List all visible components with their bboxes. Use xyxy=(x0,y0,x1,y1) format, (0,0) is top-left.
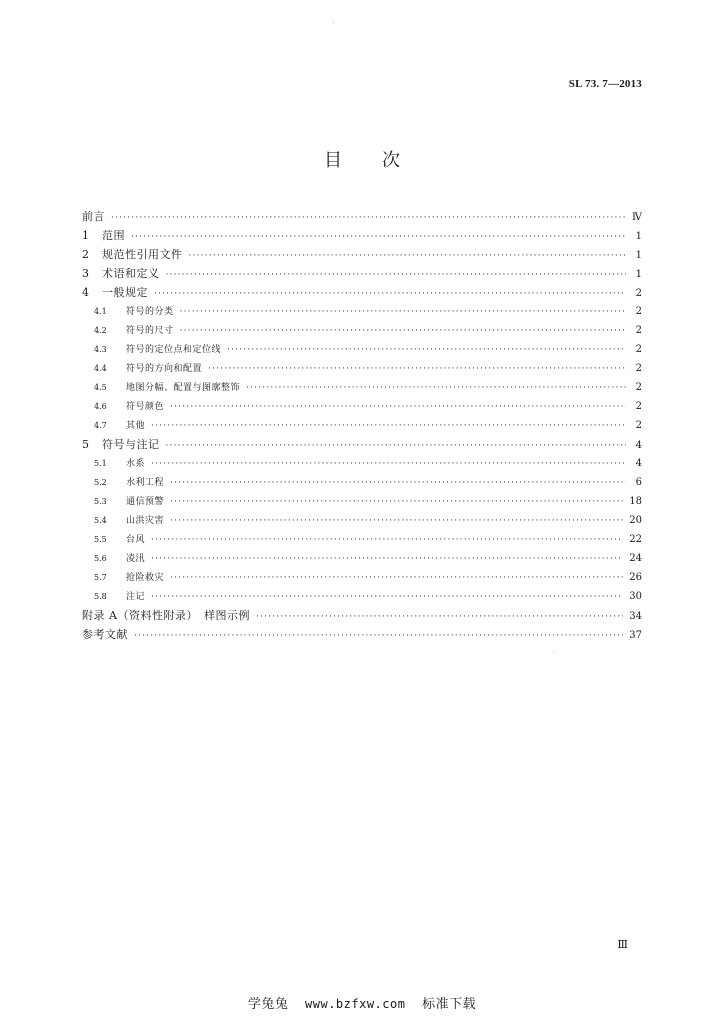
toc-entry[interactable] xyxy=(82,226,642,245)
toc-entry[interactable] xyxy=(82,492,642,511)
toc-entry-page: 1 xyxy=(635,269,642,280)
toc-entry-label: 参考文献 xyxy=(82,628,128,641)
toc-leader-dots xyxy=(170,569,623,587)
toc-leader-dots xyxy=(151,455,626,473)
toc-title-left: 目 xyxy=(324,150,342,171)
toc-leader-dots xyxy=(111,209,626,226)
toc-leader-dots xyxy=(208,360,626,378)
toc-entry-page: 34 xyxy=(629,611,642,622)
toc-entry-page: 2 xyxy=(635,420,642,431)
toc-entry[interactable] xyxy=(82,625,642,644)
toc-entry-number: 5.8 xyxy=(94,592,107,601)
toc-entry-page: 22 xyxy=(629,534,642,545)
toc-entry-number: 4.6 xyxy=(94,402,107,411)
toc-entry-page: 2 xyxy=(635,306,642,317)
toc-entry-number: 5 xyxy=(82,438,89,451)
footer-site-name: 学兔兔 xyxy=(247,997,289,1012)
toc-entry[interactable] xyxy=(82,454,642,473)
toc-leader-dots xyxy=(170,493,623,511)
toc-entry-label: 符号与注记 xyxy=(102,438,160,451)
toc-title xyxy=(0,146,724,172)
toc-leader-dots xyxy=(246,379,626,397)
toc-entry-label: 地图分幅、配置与图廓整饰 xyxy=(126,383,241,393)
footer-watermark xyxy=(0,993,724,1012)
document-code: SL 73. 7—2013 xyxy=(568,78,642,90)
toc-entry-page: 1 xyxy=(635,250,642,261)
toc-entry[interactable] xyxy=(82,416,642,435)
toc-leader-dots xyxy=(166,437,627,454)
toc-entry-number: 4 xyxy=(82,286,89,299)
toc-leader-dots xyxy=(131,228,626,245)
toc-entry[interactable] xyxy=(82,587,642,606)
toc-entry-label: 凌汛 xyxy=(126,554,146,564)
toc-entry-number: 2 xyxy=(82,248,89,261)
toc-entry-number: 5.4 xyxy=(94,516,107,525)
footer-url[interactable]: www.bzfxw.com xyxy=(305,997,406,1011)
toc-entry-number: 5.3 xyxy=(94,497,107,506)
toc-entry[interactable] xyxy=(82,302,642,321)
toc-leader-dots xyxy=(256,608,623,625)
page-number: Ⅲ xyxy=(617,939,628,951)
toc-entry-label: 注记 xyxy=(126,592,146,602)
toc-entry-label: 符号的尺寸 xyxy=(126,326,174,336)
toc-entry-number: 1 xyxy=(82,229,89,242)
toc-entry[interactable] xyxy=(82,435,642,454)
toc-entry-number: 4.7 xyxy=(94,421,107,430)
toc-entry-page: 2 xyxy=(635,288,642,299)
toc-leader-dots xyxy=(151,531,623,549)
toc-entry[interactable] xyxy=(82,207,642,226)
toc-entry[interactable] xyxy=(82,245,642,264)
toc-entry-label: 水利工程 xyxy=(126,478,165,488)
toc-leader-dots xyxy=(180,303,626,321)
toc-entry-label: 台风 xyxy=(126,535,146,545)
toc-entry-page: 2 xyxy=(635,363,642,374)
toc-entry[interactable] xyxy=(82,359,642,378)
toc-entry-number: 5.5 xyxy=(94,535,107,544)
toc-entry-label: 符号的方向和配置 xyxy=(126,364,203,374)
toc-entry-page: 30 xyxy=(629,591,642,602)
toc-entry-label: 术语和定义 xyxy=(102,267,160,280)
toc-leader-dots xyxy=(154,285,626,302)
toc-leader-dots xyxy=(134,627,623,644)
toc-entry[interactable] xyxy=(82,568,642,587)
toc-leader-dots xyxy=(227,341,626,359)
toc-entry-page: 4 xyxy=(635,440,642,451)
toc-entry-label: 通信预警 xyxy=(126,497,165,507)
toc-entry-label: 符号的分类 xyxy=(126,307,174,317)
toc-leader-dots xyxy=(166,266,627,283)
toc-entry[interactable] xyxy=(82,264,642,283)
toc-entry[interactable] xyxy=(82,473,642,492)
toc-entry-label: 前言 xyxy=(82,210,105,223)
toc-entry-label: 其他 xyxy=(126,421,146,431)
toc-entry-page: 26 xyxy=(629,572,642,583)
toc-entry-number: 4.2 xyxy=(94,326,107,335)
toc-entry-page: 2 xyxy=(635,401,642,412)
table-of-contents xyxy=(82,207,642,644)
toc-leader-dots xyxy=(170,398,626,416)
toc-entry-page: 6 xyxy=(635,477,642,488)
toc-entry-number: 5.2 xyxy=(94,478,107,487)
toc-entry-number: 4.1 xyxy=(94,307,107,316)
scan-speck xyxy=(333,22,334,23)
toc-entry-number: 3 xyxy=(82,267,89,280)
toc-entry-label: 符号的定位点和定位线 xyxy=(126,345,222,355)
toc-entry[interactable] xyxy=(82,340,642,359)
toc-entry-page: Ⅳ xyxy=(632,212,642,223)
toc-entry-number: 4.5 xyxy=(94,383,107,392)
footer-slogan: 标准下载 xyxy=(422,997,477,1012)
toc-entry-label: 附录 A（资料性附录） 样图示例 xyxy=(82,609,250,622)
toc-entry-page: 37 xyxy=(629,630,642,641)
toc-entry-number: 4.3 xyxy=(94,345,107,354)
toc-entry-page: 2 xyxy=(635,382,642,393)
toc-leader-dots xyxy=(151,417,626,435)
toc-leader-dots xyxy=(170,474,626,492)
toc-entry[interactable] xyxy=(82,606,642,625)
toc-entry[interactable] xyxy=(82,530,642,549)
toc-leader-dots xyxy=(170,512,623,530)
toc-entry-label: 范围 xyxy=(102,229,125,242)
toc-entry-number: 5.7 xyxy=(94,573,107,582)
toc-leader-dots xyxy=(151,550,623,568)
toc-entry-label: 规范性引用文件 xyxy=(102,248,183,261)
toc-entry-page: 24 xyxy=(629,553,642,564)
toc-entry-page: 2 xyxy=(635,344,642,355)
toc-entry[interactable] xyxy=(82,511,642,530)
toc-entry-page: 18 xyxy=(629,496,642,507)
toc-entry[interactable] xyxy=(82,549,642,568)
toc-entry-label: 符号颜色 xyxy=(126,402,165,412)
toc-entry-label: 山洪灾害 xyxy=(126,516,165,526)
toc-entry[interactable] xyxy=(82,397,642,416)
toc-leader-dots xyxy=(151,588,623,606)
toc-entry-number: 4.4 xyxy=(94,364,107,373)
toc-entry-label: 抢险救灾 xyxy=(126,573,165,583)
toc-leader-dots xyxy=(189,247,627,264)
toc-leader-dots xyxy=(180,322,626,340)
toc-entry-page: 4 xyxy=(635,458,642,469)
toc-entry[interactable] xyxy=(82,283,642,302)
toc-entry-label: 水系 xyxy=(126,459,146,469)
toc-entry-number: 5.1 xyxy=(94,459,107,468)
toc-entry-page: 2 xyxy=(635,325,642,336)
toc-title-right: 次 xyxy=(382,150,400,171)
toc-entry[interactable] xyxy=(82,321,642,340)
toc-entry-page: 20 xyxy=(629,515,642,526)
toc-entry[interactable] xyxy=(82,378,642,397)
toc-entry-label: 一般规定 xyxy=(102,286,148,299)
scan-speck xyxy=(553,652,554,653)
toc-entry-number: 5.6 xyxy=(94,554,107,563)
toc-entry-page: 1 xyxy=(635,231,642,242)
